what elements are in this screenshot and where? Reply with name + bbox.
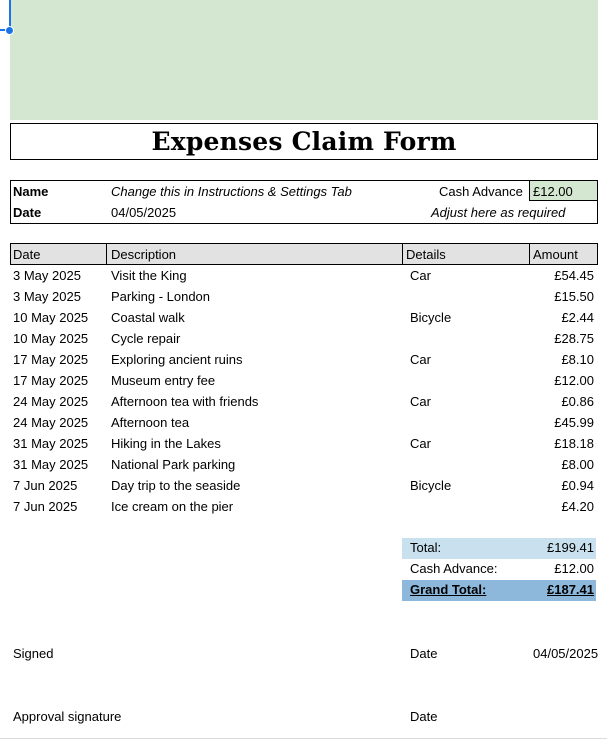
adjust-note: Adjust here as required xyxy=(431,205,566,220)
name-value[interactable]: Change this in Instructions & Settings Tab xyxy=(111,184,352,199)
name-label: Name xyxy=(13,184,49,199)
row-details: Bicycle xyxy=(410,310,452,325)
row-description: Parking - London xyxy=(111,289,211,304)
grand-total-value: £187.41 xyxy=(547,582,594,597)
cash-advance-total-value: £12.00 xyxy=(554,561,594,576)
row-amount: £0.86 xyxy=(561,394,594,409)
row-date: 7 Jun 2025 xyxy=(13,499,78,514)
row-amount: £54.45 xyxy=(554,268,594,283)
cash-advance-label: Cash Advance xyxy=(439,184,523,199)
row-description: National Park parking xyxy=(111,457,236,472)
table-row[interactable] xyxy=(0,392,607,413)
table-row[interactable] xyxy=(0,497,607,518)
selection-handle[interactable] xyxy=(5,26,14,35)
row-amount: £45.99 xyxy=(554,415,594,430)
row-description: Day trip to the seaside xyxy=(111,478,241,493)
approval-label: Approval signature xyxy=(13,709,122,724)
row-amount: £8.00 xyxy=(561,457,594,472)
row-description: Coastal walk xyxy=(111,310,185,325)
row-description: Ice cream on the pier xyxy=(111,499,234,514)
row-date: 7 Jun 2025 xyxy=(13,478,78,493)
row-date: 3 May 2025 xyxy=(13,268,81,283)
row-date: 31 May 2025 xyxy=(13,436,89,451)
date-value[interactable]: 04/05/2025 xyxy=(111,205,177,220)
row-description: Visit the King xyxy=(111,268,187,283)
row-date: 31 May 2025 xyxy=(13,457,89,472)
cash-advance-row[interactable] xyxy=(402,559,596,580)
row-amount: £28.75 xyxy=(554,331,594,346)
table-row[interactable] xyxy=(0,308,607,329)
header-details: Details xyxy=(406,247,446,262)
row-amount: £15.50 xyxy=(554,289,594,304)
row-amount: £4.20 xyxy=(561,499,594,514)
row-amount: £18.18 xyxy=(554,436,594,451)
total-row[interactable] xyxy=(402,538,596,559)
header-date: Date xyxy=(13,247,41,262)
grand-total-row[interactable] xyxy=(402,580,596,601)
approval-date-label: Date xyxy=(410,709,438,724)
sheet-bottom-divider xyxy=(0,738,607,739)
row-amount: £0.94 xyxy=(561,478,594,493)
row-date: 24 May 2025 xyxy=(13,394,89,409)
row-details: Car xyxy=(410,268,431,283)
signed-date-value[interactable]: 04/05/2025 xyxy=(533,646,599,661)
row-description: Museum entry fee xyxy=(111,373,216,388)
table-row[interactable] xyxy=(0,455,607,476)
table-row[interactable] xyxy=(0,329,607,350)
column-divider xyxy=(402,243,403,265)
row-date: 17 May 2025 xyxy=(13,373,89,388)
signed-date-label: Date xyxy=(410,646,438,661)
row-details: Car xyxy=(410,436,431,451)
row-description: Cycle repair xyxy=(111,331,181,346)
table-row[interactable] xyxy=(0,266,607,287)
cash-advance-value[interactable]: £12.00 xyxy=(533,184,573,199)
header-description: Description xyxy=(111,247,177,262)
row-description: Afternoon tea xyxy=(111,415,190,430)
row-description: Afternoon tea with friends xyxy=(111,394,259,409)
date-label: Date xyxy=(13,205,42,220)
row-amount: £12.00 xyxy=(554,373,594,388)
table-row[interactable] xyxy=(0,371,607,392)
row-date: 24 May 2025 xyxy=(13,415,89,430)
row-date: 17 May 2025 xyxy=(13,352,89,367)
table-row[interactable] xyxy=(0,413,607,434)
row-details: Car xyxy=(410,394,431,409)
table-row[interactable] xyxy=(0,287,607,308)
column-divider xyxy=(529,243,530,265)
row-amount: £8.10 xyxy=(561,352,594,367)
form-title: Expenses Claim Form xyxy=(10,123,598,160)
row-date: 10 May 2025 xyxy=(13,310,89,325)
table-row[interactable] xyxy=(0,350,607,371)
total-value: £199.41 xyxy=(547,540,594,555)
header-amount: Amount xyxy=(533,247,578,262)
header-fill-area[interactable] xyxy=(10,0,598,120)
table-row[interactable] xyxy=(0,434,607,455)
cash-advance-total-label: Cash Advance: xyxy=(410,561,498,576)
grand-total-label: Grand Total: xyxy=(410,582,487,597)
row-date: 3 May 2025 xyxy=(13,289,81,304)
signed-label: Signed xyxy=(13,646,54,661)
row-description: Hiking in the Lakes xyxy=(111,436,221,451)
row-details: Bicycle xyxy=(410,478,452,493)
row-amount: £2.44 xyxy=(561,310,594,325)
total-label: Total: xyxy=(410,540,442,555)
row-details: Car xyxy=(410,352,431,367)
row-description: Exploring ancient ruins xyxy=(111,352,243,367)
row-date: 10 May 2025 xyxy=(13,331,89,346)
column-divider xyxy=(106,243,107,265)
table-row[interactable] xyxy=(0,476,607,497)
table-header xyxy=(10,243,598,265)
